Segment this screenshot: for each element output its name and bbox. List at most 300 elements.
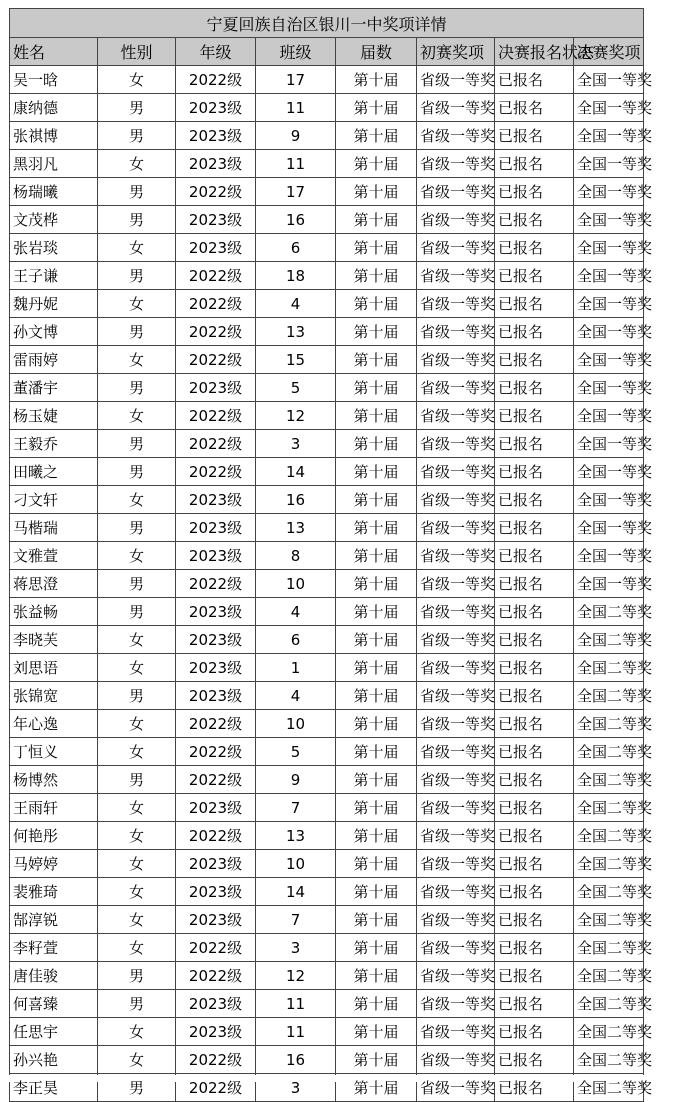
cell-session (336, 122, 417, 150)
cell-name (10, 346, 98, 374)
cell-class-text: 18 (285, 266, 306, 285)
cell-prelim-award-text: 省级一等奖 (420, 631, 496, 649)
cell-final-award (574, 570, 653, 598)
cell-gender-text: 女 (128, 659, 144, 677)
cell-final-status (495, 570, 574, 598)
cell-grade (176, 346, 256, 374)
cell-grade-text: 2023级 (188, 239, 243, 257)
cell-prelim-award (417, 94, 495, 122)
cell-name (10, 934, 98, 962)
table-row (10, 290, 644, 318)
cell-class-text: 3 (290, 434, 301, 453)
cell-name (10, 542, 98, 570)
cell-final-award-text: 全国二等奖 (577, 715, 653, 733)
cell-class (256, 766, 336, 794)
cell-name (10, 794, 98, 822)
cell-grade (176, 710, 256, 738)
cell-prelim-award-text: 省级一等奖 (420, 575, 496, 593)
cell-session-text: 第十届 (353, 463, 399, 481)
cell-class-text: 12 (285, 406, 306, 425)
cell-prelim-award (417, 878, 495, 906)
cell-final-award-text: 全国二等奖 (577, 995, 653, 1013)
cell-final-award-text: 全国二等奖 (577, 631, 653, 649)
cell-session-text: 第十届 (353, 827, 399, 845)
cell-gender (98, 822, 176, 850)
cell-class (256, 682, 336, 710)
cell-gender-text: 女 (128, 715, 144, 733)
cell-prelim-award (417, 318, 495, 346)
cell-gender (98, 66, 176, 94)
cell-class (256, 934, 336, 962)
cell-class-text: 7 (290, 910, 301, 929)
cell-session (336, 682, 417, 710)
table-row (10, 122, 644, 150)
cell-name-text: 年心逸 (13, 715, 59, 733)
cell-class (256, 710, 336, 738)
cell-prelim-award (417, 402, 495, 430)
cell-gender (98, 262, 176, 290)
header-gender: 性别 (98, 38, 176, 66)
cell-name-text: 孙兴艳 (13, 1051, 59, 1069)
cell-grade (176, 262, 256, 290)
cell-name-text: 董潘宇 (13, 379, 59, 397)
cell-final-status (495, 66, 574, 94)
cell-grade (176, 122, 256, 150)
cell-name-text: 田曦之 (13, 463, 59, 481)
cell-gender (98, 178, 176, 206)
cell-class-text: 16 (285, 1050, 306, 1069)
cell-prelim-award (417, 346, 495, 374)
cell-session-text: 第十届 (353, 883, 399, 901)
cell-final-award (574, 990, 653, 1018)
cell-session (336, 542, 417, 570)
cell-name (10, 654, 98, 682)
cell-prelim-award-text: 省级一等奖 (420, 687, 496, 705)
cell-session (336, 710, 417, 738)
cell-grade (176, 458, 256, 486)
cell-name (10, 906, 98, 934)
cell-final-status (495, 990, 574, 1018)
cell-final-award (574, 262, 653, 290)
cell-final-status (495, 150, 574, 178)
cell-session (336, 962, 417, 990)
cell-class (256, 346, 336, 374)
cell-prelim-award-text: 省级一等奖 (420, 323, 496, 341)
cell-session (336, 262, 417, 290)
cell-name-text: 杨博然 (13, 771, 59, 789)
cell-session (336, 430, 417, 458)
cell-grade (176, 626, 256, 654)
cell-name-text: 李籽萱 (13, 939, 59, 957)
cell-final-award-text: 全国二等奖 (577, 939, 653, 957)
cell-gender (98, 682, 176, 710)
cell-prelim-award (417, 794, 495, 822)
cell-final-award (574, 766, 653, 794)
cell-final-award (574, 1018, 653, 1046)
cell-gender (98, 94, 176, 122)
cell-grade-text: 2022级 (188, 435, 243, 453)
cell-class (256, 234, 336, 262)
cell-name (10, 66, 98, 94)
cell-name-text: 张锦宽 (13, 687, 59, 705)
cell-session (336, 570, 417, 598)
cell-grade-text: 2022级 (188, 575, 243, 593)
cell-gender (98, 654, 176, 682)
cell-final-award-text: 全国二等奖 (577, 855, 653, 873)
cell-name-text: 文雅萱 (13, 547, 59, 565)
cell-final-award-text: 全国二等奖 (577, 687, 653, 705)
cell-class (256, 1046, 336, 1074)
cell-final-award (574, 178, 653, 206)
cell-session-text: 第十届 (353, 99, 399, 117)
cell-final-award-text: 全国一等奖 (577, 211, 653, 229)
cell-grade-text: 2022级 (188, 295, 243, 313)
cell-grade-text: 2023级 (188, 99, 243, 117)
cell-grade (176, 794, 256, 822)
cell-name-text: 杨玉婕 (13, 407, 59, 425)
cell-session (336, 486, 417, 514)
table-row (10, 878, 644, 906)
header-name: 姓名 (10, 38, 98, 66)
cell-final-award (574, 122, 653, 150)
cell-name (10, 682, 98, 710)
cell-final-status (495, 934, 574, 962)
cell-session (336, 234, 417, 262)
table-row (10, 234, 644, 262)
cell-session-text: 第十届 (353, 183, 399, 201)
cell-class-text: 6 (290, 630, 301, 649)
cell-name-text: 丁恒义 (13, 743, 59, 761)
cell-prelim-award (417, 374, 495, 402)
cell-final-status (495, 374, 574, 402)
cell-final-status-text: 已报名 (498, 407, 544, 425)
cell-final-status (495, 794, 574, 822)
table-row (10, 178, 644, 206)
cell-class (256, 654, 336, 682)
cell-grade-text: 2023级 (188, 911, 243, 929)
cell-name-text: 马婷婷 (13, 855, 59, 873)
cell-final-status-text: 已报名 (498, 547, 544, 565)
table-row (10, 318, 644, 346)
cell-final-award (574, 346, 653, 374)
cell-prelim-award-text: 省级一等奖 (420, 155, 496, 173)
cell-class (256, 542, 336, 570)
cell-gender-text: 男 (128, 323, 144, 341)
cell-class (256, 1018, 336, 1046)
cell-final-award (574, 878, 653, 906)
cell-name (10, 710, 98, 738)
cell-gender (98, 234, 176, 262)
cell-final-award (574, 430, 653, 458)
cell-prelim-award (417, 850, 495, 878)
table-row (10, 794, 644, 822)
header-prelim-award: 初赛奖项 (417, 38, 495, 66)
cell-final-status-text: 已报名 (498, 911, 544, 929)
cell-final-award-text: 全国二等奖 (577, 827, 653, 845)
cell-session (336, 94, 417, 122)
cell-grade (176, 682, 256, 710)
cell-final-award (574, 402, 653, 430)
cell-gender-text: 女 (128, 239, 144, 257)
cell-grade-text: 2023级 (188, 1023, 243, 1041)
cell-prelim-award-text: 省级一等奖 (420, 407, 496, 425)
cell-final-status-text: 已报名 (498, 1051, 544, 1069)
cell-grade-text: 2023级 (188, 547, 243, 565)
cell-name (10, 570, 98, 598)
cell-session (336, 374, 417, 402)
cell-session-text: 第十届 (353, 659, 399, 677)
table-row (10, 822, 644, 850)
cell-final-award-text: 全国二等奖 (577, 911, 653, 929)
cell-grade (176, 402, 256, 430)
cell-prelim-award-text: 省级一等奖 (420, 743, 496, 761)
cell-prelim-award (417, 262, 495, 290)
cell-session (336, 822, 417, 850)
cell-prelim-award (417, 654, 495, 682)
cell-gender-text: 女 (128, 939, 144, 957)
cell-final-status-text: 已报名 (498, 827, 544, 845)
cell-final-award (574, 934, 653, 962)
cell-name (10, 1046, 98, 1074)
cell-final-status-text: 已报名 (498, 939, 544, 957)
cell-final-status-text: 已报名 (498, 379, 544, 397)
cell-final-status-text: 已报名 (498, 267, 544, 285)
cell-gender-text: 女 (128, 491, 144, 509)
cell-class (256, 486, 336, 514)
cell-class-text: 9 (290, 770, 301, 789)
cell-class-text: 16 (285, 490, 306, 509)
cell-final-status (495, 682, 574, 710)
cell-grade-text: 2023级 (188, 687, 243, 705)
cell-name (10, 122, 98, 150)
cell-class (256, 206, 336, 234)
cell-gender-text: 男 (128, 435, 144, 453)
cell-class-text: 11 (285, 154, 306, 173)
cell-session (336, 934, 417, 962)
cell-grade (176, 66, 256, 94)
cell-name (10, 234, 98, 262)
cell-class (256, 318, 336, 346)
cell-session-text: 第十届 (353, 351, 399, 369)
cell-gender-text: 女 (128, 911, 144, 929)
cell-class-text: 11 (285, 98, 306, 117)
cell-prelim-award-text: 省级一等奖 (420, 351, 496, 369)
cell-prelim-award-text: 省级一等奖 (420, 1079, 496, 1097)
cell-grade-text: 2023级 (188, 491, 243, 509)
cell-final-award (574, 682, 653, 710)
cell-gender-text: 男 (128, 771, 144, 789)
cell-prelim-award (417, 822, 495, 850)
award-spreadsheet (9, 8, 653, 1102)
cell-session (336, 906, 417, 934)
cell-prelim-award (417, 1046, 495, 1074)
cell-class-text: 14 (285, 462, 306, 481)
cell-grade-text: 2022级 (188, 323, 243, 341)
cell-name-text: 何喜臻 (13, 995, 59, 1013)
table-row (10, 262, 644, 290)
cell-grade-text: 2022级 (188, 407, 243, 425)
cell-final-award-text: 全国一等奖 (577, 575, 653, 593)
cell-final-status (495, 94, 574, 122)
header-row (10, 38, 644, 66)
cell-final-status-text: 已报名 (498, 99, 544, 117)
cell-class-text: 9 (290, 126, 301, 145)
cell-grade (176, 430, 256, 458)
cell-prelim-award-text: 省级一等奖 (420, 603, 496, 621)
cell-gender-text: 女 (128, 631, 144, 649)
cell-name (10, 150, 98, 178)
cell-prelim-award (417, 906, 495, 934)
cell-final-award (574, 626, 653, 654)
cell-final-award (574, 850, 653, 878)
cell-session-text: 第十届 (353, 435, 399, 453)
cell-prelim-award-text: 省级一等奖 (420, 239, 496, 257)
cell-final-status-text: 已报名 (498, 463, 544, 481)
cell-prelim-award (417, 66, 495, 94)
cell-final-status (495, 626, 574, 654)
cell-session-text: 第十届 (353, 771, 399, 789)
cell-grade (176, 598, 256, 626)
cell-session-text: 第十届 (353, 715, 399, 733)
cell-final-status (495, 290, 574, 318)
cell-class (256, 850, 336, 878)
cell-prelim-award-text: 省级一等奖 (420, 827, 496, 845)
cell-session (336, 290, 417, 318)
cell-name-text: 黑羽凡 (13, 155, 59, 173)
cell-final-status (495, 486, 574, 514)
cell-prelim-award (417, 430, 495, 458)
cell-class-text: 12 (285, 966, 306, 985)
cell-final-award-text: 全国一等奖 (577, 407, 653, 425)
cell-grade-text: 2023级 (188, 155, 243, 173)
cell-prelim-award (417, 150, 495, 178)
cell-grade (176, 1018, 256, 1046)
cell-final-award-text: 全国一等奖 (577, 379, 653, 397)
cell-prelim-award (417, 458, 495, 486)
cell-gender-text: 男 (128, 127, 144, 145)
cell-gender-text: 女 (128, 295, 144, 313)
cell-session-text: 第十届 (353, 575, 399, 593)
cell-final-award-text: 全国一等奖 (577, 127, 653, 145)
cell-grade (176, 766, 256, 794)
table-row (10, 682, 644, 710)
table-row (10, 542, 644, 570)
cell-final-status-text: 已报名 (498, 659, 544, 677)
cell-class-text: 13 (285, 322, 306, 341)
cell-class-text: 15 (285, 350, 306, 369)
cell-grade (176, 150, 256, 178)
cell-class-text: 10 (285, 854, 306, 873)
cell-grade (176, 542, 256, 570)
sheet-title: 宁夏回族自治区银川一中奖项详情 (10, 9, 644, 38)
cell-final-award-text: 全国一等奖 (577, 323, 653, 341)
cell-grade (176, 374, 256, 402)
cell-final-award-text: 全国一等奖 (577, 267, 653, 285)
cell-grade (176, 822, 256, 850)
cell-gender-text: 男 (128, 519, 144, 537)
cell-class (256, 962, 336, 990)
cell-gender-text: 女 (128, 407, 144, 425)
cell-prelim-award (417, 626, 495, 654)
cell-name (10, 318, 98, 346)
cell-class-text: 5 (290, 742, 301, 761)
cell-gender (98, 514, 176, 542)
cell-final-award-text: 全国二等奖 (577, 1079, 653, 1097)
cell-grade (176, 738, 256, 766)
header-final-award: 决赛奖项 (574, 38, 644, 66)
cell-grade (176, 234, 256, 262)
cell-session (336, 1018, 417, 1046)
cell-final-status (495, 598, 574, 626)
cell-class-text: 6 (290, 238, 301, 257)
cell-class (256, 514, 336, 542)
cell-final-status (495, 234, 574, 262)
cell-session (336, 150, 417, 178)
cell-gender-text: 女 (128, 71, 144, 89)
cell-gender (98, 206, 176, 234)
cell-grade-text: 2022级 (188, 1051, 243, 1069)
cell-name (10, 486, 98, 514)
cell-prelim-award-text: 省级一等奖 (420, 99, 496, 117)
cell-name (10, 1018, 98, 1046)
cell-gender (98, 542, 176, 570)
table-row (10, 430, 644, 458)
cell-final-award-text: 全国二等奖 (577, 1023, 653, 1041)
cell-grade (176, 654, 256, 682)
cell-name-text: 王雨轩 (13, 799, 59, 817)
cell-session (336, 1046, 417, 1074)
table-row (10, 990, 644, 1018)
cell-prelim-award-text: 省级一等奖 (420, 659, 496, 677)
cell-name-text: 李正昊 (13, 1079, 59, 1097)
cell-grade-text: 2023级 (188, 603, 243, 621)
cell-class-text: 3 (290, 1078, 301, 1097)
cell-class-text: 13 (285, 518, 306, 537)
cell-prelim-award (417, 766, 495, 794)
cell-session-text: 第十届 (353, 379, 399, 397)
cell-final-award (574, 234, 653, 262)
cell-name-text: 吴一晗 (13, 71, 59, 89)
cell-session (336, 598, 417, 626)
table-row (10, 402, 644, 430)
cell-class-text: 3 (290, 938, 301, 957)
cell-grade-text: 2022级 (188, 183, 243, 201)
cell-name-text: 文茂桦 (13, 211, 59, 229)
cell-name-text: 刘思语 (13, 659, 59, 677)
cell-class-text: 17 (285, 70, 306, 89)
cell-name (10, 94, 98, 122)
cell-final-award (574, 962, 653, 990)
cell-gender-text: 女 (128, 855, 144, 873)
cell-grade (176, 962, 256, 990)
cell-final-award (574, 374, 653, 402)
cell-session-text: 第十届 (353, 323, 399, 341)
cell-gender-text: 女 (128, 827, 144, 845)
cell-final-status (495, 822, 574, 850)
cell-final-status-text: 已报名 (498, 295, 544, 313)
cell-grade (176, 290, 256, 318)
cell-class (256, 822, 336, 850)
cell-session-text: 第十届 (353, 491, 399, 509)
cell-session-text: 第十届 (353, 855, 399, 873)
cell-gender-text: 男 (128, 211, 144, 229)
cell-grade-text: 2022级 (188, 967, 243, 985)
cell-prelim-award-text: 省级一等奖 (420, 1023, 496, 1041)
cell-grade (176, 850, 256, 878)
cell-final-status-text: 已报名 (498, 995, 544, 1013)
cell-final-status (495, 318, 574, 346)
cell-final-status (495, 850, 574, 878)
